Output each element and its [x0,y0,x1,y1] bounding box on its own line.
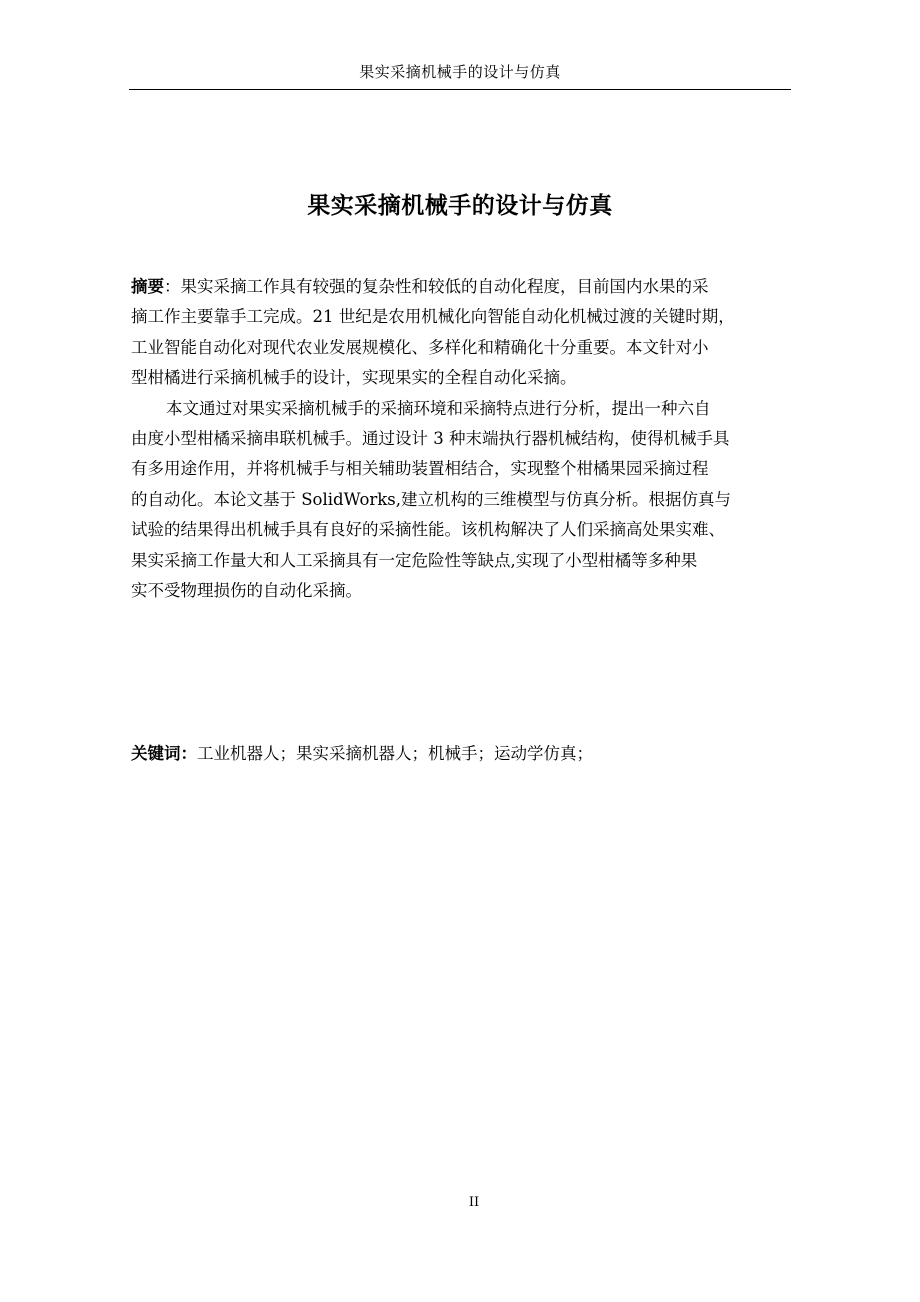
abstract-label: 摘要 [131,277,164,296]
abstract-line: 试验的结果得出机械手具有良好的采摘性能。该机构解决了人们采摘高处果实难、 [131,520,725,540]
abstract-line: 本文通过对果实采摘机械手的采摘环境和采摘特点进行分析，提出一种六自 [166,398,711,418]
abstract-line: 有多用途作用，并将机械手与相关辅助装置相结合，实现整个柑橘果园采摘过程 [131,459,709,479]
abstract-line: 型柑橘进行采摘机械手的设计，实现果实的全程自动化采摘。 [131,368,577,388]
keywords-label: 关键词 [131,744,181,763]
abstract-line: 实不受物理损伤的自动化采摘。 [131,581,362,601]
abstract-line: 工业智能自动化对现代农业发展规模化、多样化和精确化十分重要。本文针对小 [131,337,709,357]
abstract-text: 果实采摘工作具有较强的复杂性和较低的自动化程度，目前国内水果的采 [180,277,709,296]
abstract-paragraph-2 [131,394,803,607]
abstract-line: 果实采摘工作量大和人工采摘具有一定危险性等缺点,实现了小型柑橘等多种果 [131,550,698,570]
abstract-line: 的自动化。本论文基于 SolidWorks,建立机构的三维模型与仿真分析。根据仿真与 [131,489,731,509]
abstract-paragraph-1 [131,272,803,394]
abstract-line: 摘工作主要靠手工完成。21 世纪是农用机械化向智能自动化机械过渡的关键时期， [131,307,735,327]
abstract-line: 由度小型柑橘采摘串联机械手。通过设计 3 种末端执行器机械结构，使得机械手具 [131,429,730,449]
keywords-section [131,740,803,768]
document-title: 果实采摘机械手的设计与仿真 [307,193,613,219]
page-number: II [468,1195,480,1210]
abstract-section [131,272,803,606]
abstract-line [131,272,803,302]
keywords-text: 工业机器人；果实采摘机器人；机械手；运动学仿真； [197,744,593,763]
running-header: 果实采摘机械手的设计与仿真 [359,63,561,81]
keywords-label-colon: ： [180,744,197,763]
abstract-label-colon: ： [164,277,181,296]
header-rule [129,89,791,90]
